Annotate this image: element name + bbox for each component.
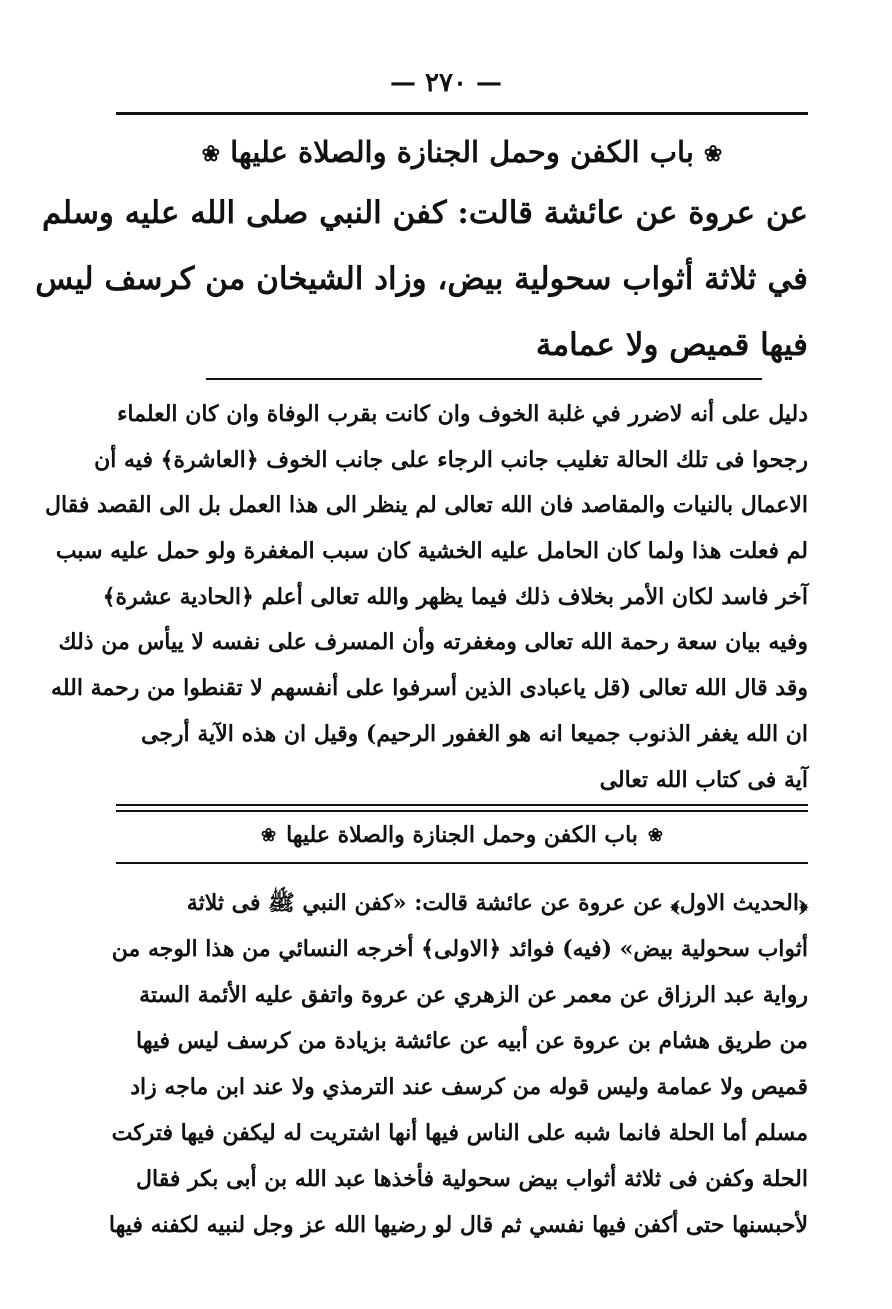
explanation-line: قميص ولا عمامة وليس قوله من كرسف عند الترمذي ولا عند ابن ماجه زاد: [130, 1074, 808, 1100]
section-divider: [206, 378, 762, 380]
ornament-icon: ❀: [260, 825, 277, 846]
chapter-heading-mid: [116, 818, 808, 853]
commentary-line: لم فعلت هذا ولما كان الحامل عليه الخشية كان سبب المغفرة ولو حمل عليه سبب: [55, 538, 808, 565]
explanation-line: أثواب سحولية بيض» (فيه) فوائد ﴿الاولى﴾ أخرجه النسائي من هذا الوجه من: [111, 936, 808, 962]
hadith-text: [35, 180, 808, 378]
commentary-line: آية فى كتاب الله تعالى: [599, 766, 808, 793]
commentary-line: دليل على أنه لاضرر في غلبة الخوف وان كانت بقرب الوفاة وان كان العلماء: [117, 401, 808, 427]
hadith-line: فيها قميص ولا عمامة: [535, 327, 808, 363]
chapter-heading-top-text: باب الكفن وحمل الجنازة والصلاة عليها: [230, 135, 694, 169]
explanation-line: الحلة وكفن فى ثلاثة أثواب بيض سحولية فأخذها عبد الله بن أبى بكر فقال: [136, 1166, 808, 1192]
section-rule-upper: [116, 804, 808, 806]
ornament-icon: ❀: [703, 141, 723, 167]
explanation-text: [108, 880, 808, 1248]
commentary-text: [45, 392, 808, 803]
chapter-heading-top: [116, 132, 808, 174]
explanation-line: لأحبسنها حتى أكفن فيها نفسي ثم قال لو رضيها الله عز وجل لنبيه لكفنه فيها: [108, 1212, 808, 1238]
hadith-line: عن عروة عن عائشة قالت: كفن النبي صلى الله عليه وسلم: [42, 195, 808, 231]
ornament-icon: ❀: [201, 141, 221, 167]
explanation-line: من طريق هشام بن عروة عن أبيه عن عائشة بزيادة من كرسف ليس فيها: [136, 1028, 808, 1054]
explanation-line: رواية عبد الرزاق عن معمر عن الزهري عن عروة واتفق عليه الأئمة الستة: [139, 982, 808, 1008]
section-rule-bottom: [116, 862, 808, 864]
commentary-line: آخر فاسد لكان الأمر بخلاف ذلك فيما يظهر والله تعالى أعلم ﴿الحادية عشرة﴾: [102, 583, 808, 610]
hadith-line: في ثلاثة أثواب سحولية بيض، وزاد الشيخان من كرسف ليس: [35, 261, 808, 297]
section-rule-lower: [116, 810, 808, 812]
ornament-icon: ❀: [647, 825, 664, 846]
commentary-line: وفيه بيان سعة رحمة الله تعالى ومغفرته وأن المسرف على نفسه لا ييأس من ذلك: [58, 629, 808, 656]
commentary-line: رجحوا فى تلك الحالة تغليب جانب الرجاء على جانب الخوف ﴿العاشرة﴾ فيه أن: [94, 446, 808, 473]
commentary-line: ان الله يغفر الذنوب جميعا انه هو الغفور الرحيم) وقيل ان هذه الآية أرجى: [141, 720, 808, 747]
explanation-line: مسلم أما الحلة فانما شبه على الناس فيها أنها اشتريت له ليكفن فيها فتركت: [111, 1120, 808, 1146]
top-rule: [116, 112, 808, 115]
commentary-line: وقد قال الله تعالى (قل ياعبادى الذين أسرفوا على أنفسهم لا تقنطوا من رحمة الله: [51, 675, 808, 702]
chapter-heading-mid-text: باب الكفن وحمل الجنازة والصلاة عليها: [286, 822, 638, 848]
explanation-line: ﴿الحديث الاول﴾ عن عروة عن عائشة قالت: «كفن النبي ﷺ فى ثلاثة: [186, 890, 808, 916]
page-number: — ٢٧٠ —: [389, 68, 503, 98]
commentary-line: الاعمال بالنيات والمقاصد فان الله تعالى لم ينظر الى هذا العمل بل الى القصد فقال: [45, 492, 808, 519]
